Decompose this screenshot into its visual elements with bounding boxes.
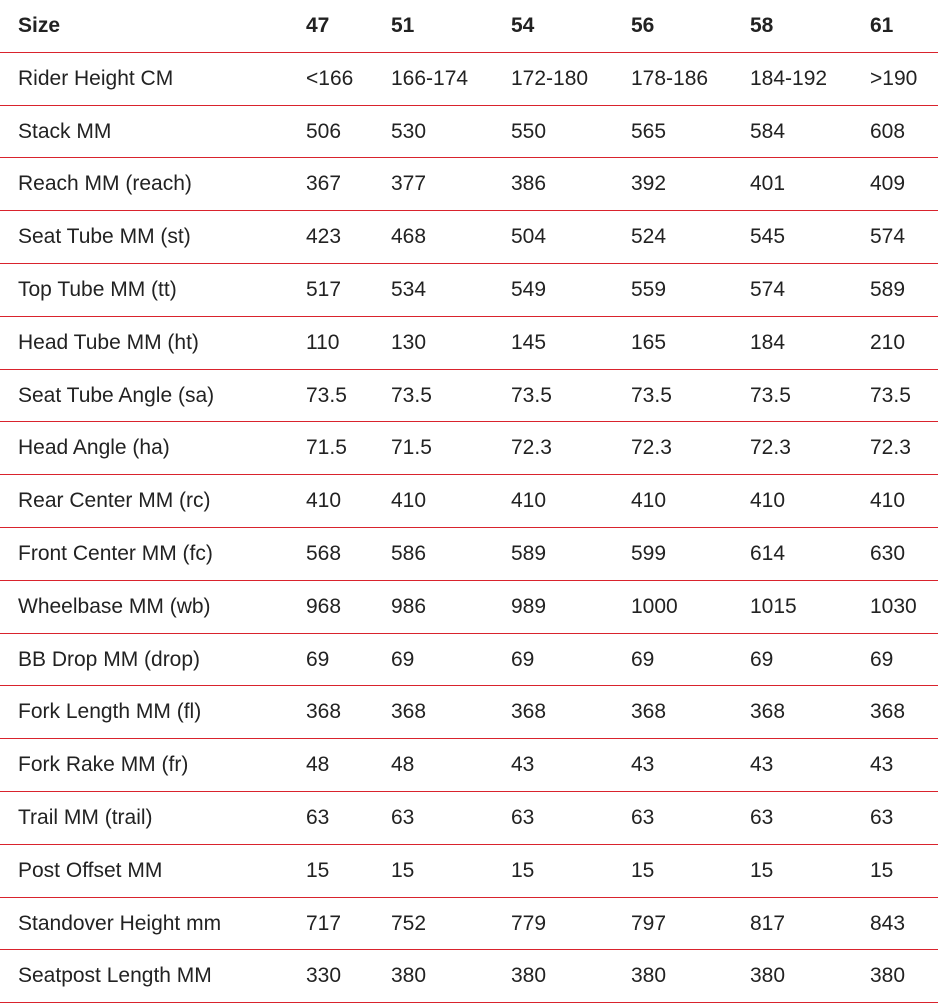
row-label: BB Drop MM (drop)	[18, 647, 201, 671]
table-cell: 410	[870, 489, 906, 513]
table-cell: 586	[391, 542, 427, 565]
table-row-head-tube-mm-ht	[0, 317, 938, 370]
table-cell: 15	[306, 858, 330, 882]
table-cell: 524	[631, 225, 667, 249]
row-label: Head Angle (ha)	[18, 436, 170, 460]
row-label: Fork Length MM (fl)	[18, 700, 202, 724]
table-cell: 534	[391, 278, 427, 301]
table-header-row	[0, 0, 938, 53]
table-cell: 172-180	[511, 66, 589, 90]
header-size-61: 61	[870, 14, 894, 37]
header-size-label: Size	[18, 14, 61, 37]
table-cell: 73.5	[306, 383, 347, 407]
table-cell: 43	[870, 753, 894, 777]
table-cell: 73.5	[631, 383, 672, 407]
table-cell: 48	[391, 753, 415, 777]
table-cell: 380	[870, 964, 906, 988]
table-cell: 517	[306, 278, 342, 301]
table-row-front-center-mm-fc	[0, 528, 938, 581]
header-size-54: 54	[511, 14, 535, 37]
table-row-seatpost-length-mm	[0, 950, 938, 1003]
table-cell: 165	[631, 330, 667, 354]
table-cell: 43	[750, 753, 774, 777]
table-cell: 15	[631, 858, 655, 882]
table-cell: 549	[511, 278, 547, 301]
table-cell: 72.3	[631, 436, 672, 460]
table-row-seat-tube-mm-st	[0, 211, 938, 264]
table-row-fork-length-mm-fl	[0, 686, 938, 739]
table-cell: 752	[391, 911, 427, 935]
table-cell: 63	[750, 806, 774, 829]
table-row-top-tube-mm-tt	[0, 264, 938, 317]
table-cell: 73.5	[511, 383, 552, 407]
table-cell: 817	[750, 911, 786, 935]
table-cell: 63	[631, 806, 655, 829]
table-cell: 468	[391, 225, 427, 249]
table-cell: 410	[391, 489, 427, 513]
table-cell: 380	[750, 964, 786, 988]
table-cell: 574	[870, 225, 906, 249]
table-cell: 43	[631, 753, 655, 777]
table-cell: 377	[391, 172, 427, 196]
table-row-standover-height-mm	[0, 898, 938, 951]
table-cell: 423	[306, 225, 342, 249]
table-row-rider-height-cm	[0, 53, 938, 106]
table-cell: 368	[631, 700, 667, 724]
row-label: Standover Height mm	[18, 911, 222, 935]
table-cell: 184	[750, 330, 786, 354]
table-cell: 110	[306, 330, 340, 354]
table-row-trail-mm-trail	[0, 792, 938, 845]
table-cell: 367	[306, 172, 342, 196]
table-cell: 630	[870, 542, 906, 565]
table-row-head-angle-ha	[0, 422, 938, 475]
table-cell: 69	[631, 647, 655, 671]
table-cell: 380	[631, 964, 667, 988]
table-row-seat-tube-angle-sa	[0, 370, 938, 423]
table-cell: 63	[306, 806, 330, 829]
table-cell: 797	[631, 911, 667, 935]
header-size-51: 51	[391, 14, 415, 37]
table-cell: 73.5	[750, 383, 791, 407]
row-label: Front Center MM (fc)	[18, 542, 213, 565]
row-label: Head Tube MM (ht)	[18, 330, 199, 354]
table-cell: 63	[870, 806, 894, 829]
table-cell: 72.3	[750, 436, 791, 460]
table-cell: 1000	[631, 594, 678, 618]
table-cell: 717	[306, 911, 342, 935]
row-label: Rear Center MM (rc)	[18, 489, 211, 513]
row-label: Fork Rake MM (fr)	[18, 753, 189, 777]
table-cell: 614	[750, 542, 786, 565]
table-cell: 330	[306, 964, 342, 988]
table-cell: 43	[511, 753, 535, 777]
table-cell: 63	[391, 806, 415, 829]
table-cell: 166-174	[391, 66, 469, 90]
table-cell: 368	[750, 700, 786, 724]
table-cell: 368	[870, 700, 906, 724]
table-cell: 380	[391, 964, 427, 988]
table-row-bb-drop-mm-drop	[0, 634, 938, 687]
table-cell: 589	[870, 278, 906, 301]
table-cell: 565	[631, 119, 667, 143]
table-cell: 410	[750, 489, 786, 513]
table-cell: 410	[631, 489, 667, 513]
header-size-56: 56	[631, 14, 655, 37]
table-cell: 504	[511, 225, 547, 249]
table-cell: 71.5	[306, 436, 347, 460]
table-cell: 410	[306, 489, 342, 513]
table-cell: >190	[870, 66, 918, 90]
table-cell: 71.5	[391, 436, 432, 460]
table-cell: 63	[511, 806, 535, 829]
row-label: Seat Tube MM (st)	[18, 225, 191, 249]
header-size-58: 58	[750, 14, 774, 37]
row-label: Top Tube MM (tt)	[18, 278, 177, 301]
table-cell: 584	[750, 119, 786, 143]
table-cell: 48	[306, 753, 330, 777]
table-cell: 15	[750, 858, 774, 882]
table-cell: 608	[870, 119, 906, 143]
table-cell: 401	[750, 172, 786, 196]
table-cell: 989	[511, 594, 547, 618]
table-cell: 69	[750, 647, 774, 671]
table-cell: 968	[306, 594, 342, 618]
table-cell: 130	[391, 330, 427, 354]
table-cell: 184-192	[750, 66, 828, 90]
table-cell: 72.3	[511, 436, 552, 460]
table-cell: 69	[306, 647, 330, 671]
table-cell: 69	[870, 647, 894, 671]
table-cell: 392	[631, 172, 667, 196]
table-cell: 545	[750, 225, 786, 249]
table-cell: 599	[631, 542, 667, 565]
table-cell: 73.5	[870, 383, 911, 407]
table-cell: 380	[511, 964, 547, 988]
table-cell: 145	[511, 330, 547, 354]
table-row-reach-mm-reach	[0, 158, 938, 211]
table-cell: 559	[631, 278, 667, 301]
table-cell: 779	[511, 911, 547, 935]
table-cell: 986	[391, 594, 427, 618]
row-label: Reach MM (reach)	[18, 172, 192, 196]
table-row-post-offset-mm	[0, 845, 938, 898]
row-label: Rider Height CM	[18, 66, 174, 90]
header-size-47: 47	[306, 14, 330, 37]
table-cell: 530	[391, 119, 427, 143]
table-cell: <166	[306, 66, 354, 90]
table-cell: 1015	[750, 594, 797, 618]
table-cell: 368	[391, 700, 427, 724]
table-cell: 73.5	[391, 383, 432, 407]
table-cell: 409	[870, 172, 906, 196]
table-cell: 506	[306, 119, 342, 143]
table-cell: 550	[511, 119, 547, 143]
table-row-fork-rake-mm-fr	[0, 739, 938, 792]
row-label: Seat Tube Angle (sa)	[18, 383, 215, 407]
row-label: Stack MM	[18, 119, 112, 143]
table-row-wheelbase-mm-wb	[0, 581, 938, 634]
table-cell: 368	[511, 700, 547, 724]
table-cell: 368	[306, 700, 342, 724]
table-cell: 69	[511, 647, 535, 671]
row-label: Post Offset MM	[18, 858, 163, 882]
table-cell: 410	[511, 489, 547, 513]
row-label: Wheelbase MM (wb)	[18, 594, 211, 618]
table-cell: 69	[391, 647, 415, 671]
table-cell: 568	[306, 542, 342, 565]
table-cell: 15	[511, 858, 535, 882]
table-row-rear-center-mm-rc	[0, 475, 938, 528]
table-cell: 15	[391, 858, 415, 882]
row-label: Trail MM (trail)	[18, 806, 153, 829]
table-cell: 210	[870, 330, 906, 354]
table-cell: 15	[870, 858, 894, 882]
table-cell: 843	[870, 911, 906, 935]
table-cell: 178-186	[631, 66, 709, 90]
table-cell: 72.3	[870, 436, 911, 460]
table-row-stack-mm	[0, 106, 938, 159]
table-cell: 589	[511, 542, 547, 565]
table-cell: 386	[511, 172, 547, 196]
table-cell: 1030	[870, 594, 917, 618]
row-label: Seatpost Length MM	[18, 964, 212, 988]
table-cell: 574	[750, 278, 786, 301]
